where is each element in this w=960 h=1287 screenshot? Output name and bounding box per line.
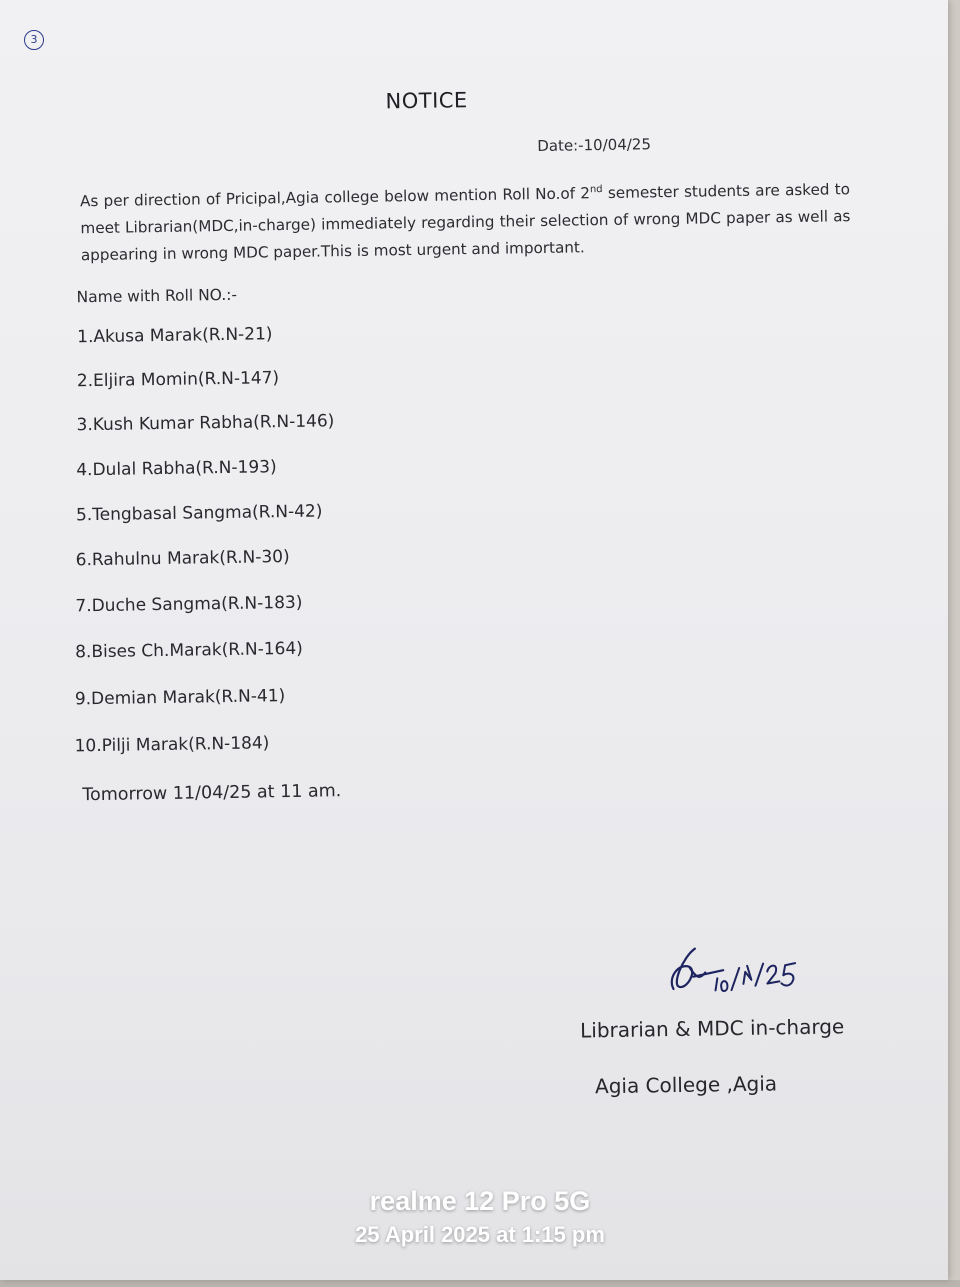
student-list-item: 3.Kush Kumar Rabha(R.N-146) (76, 411, 335, 436)
page-number-marker: 3 (24, 30, 44, 50)
notice-body (80, 172, 851, 269)
student-list-item: 4.Dulal Rabha(R.N-193) (76, 457, 277, 481)
notice-title: NOTICE (385, 88, 468, 114)
student-list-item: 7.Duche Sangma(R.N-183) (75, 592, 303, 617)
notice-date: Date:-10/04/25 (537, 135, 652, 156)
student-list-item: 10.Pilji Marak(R.N-184) (74, 733, 270, 757)
camera-watermark-timestamp: 25 April 2025 at 1:15 pm (355, 1222, 605, 1247)
signatory-place: Agia College ,Agia (594, 1071, 778, 1099)
signatory-title: Librarian & MDC in-charge (579, 1014, 845, 1043)
student-list-item: 9.Demian Marak(R.N-41) (74, 686, 286, 710)
notice-body-superscript: nd (589, 184, 603, 196)
notice-body-text-1: As per direction of Pricipal,Agia college below mention Roll No.of 2 (79, 184, 591, 211)
meeting-time: Tomorrow 11/04/25 at 11 am. (82, 781, 342, 806)
student-list-item: 1.Akusa Marak(R.N-21) (77, 324, 273, 348)
student-list-item: 5.Tengbasal Sangma(R.N-42) (75, 501, 323, 526)
student-list-item: 8.Bises Ch.Marak(R.N-164) (74, 638, 304, 663)
student-list-label: Name with Roll NO.:- (76, 285, 238, 307)
notice-body-text-2: semester students are asked to meet Librarian(MDC,in-charge) immediately regarding their selection of wrong MDC paper as well as appearing in wrong MDC paper.This is most urgent and important. (80, 180, 851, 265)
student-list-item: 2.Eljira Momin(R.N-147) (76, 368, 280, 392)
camera-watermark-device: realme 12 Pro 5G (369, 1186, 591, 1216)
handwritten-signature (665, 935, 816, 1007)
student-list-item: 6.Rahulnu Marak(R.N-30) (75, 546, 290, 571)
